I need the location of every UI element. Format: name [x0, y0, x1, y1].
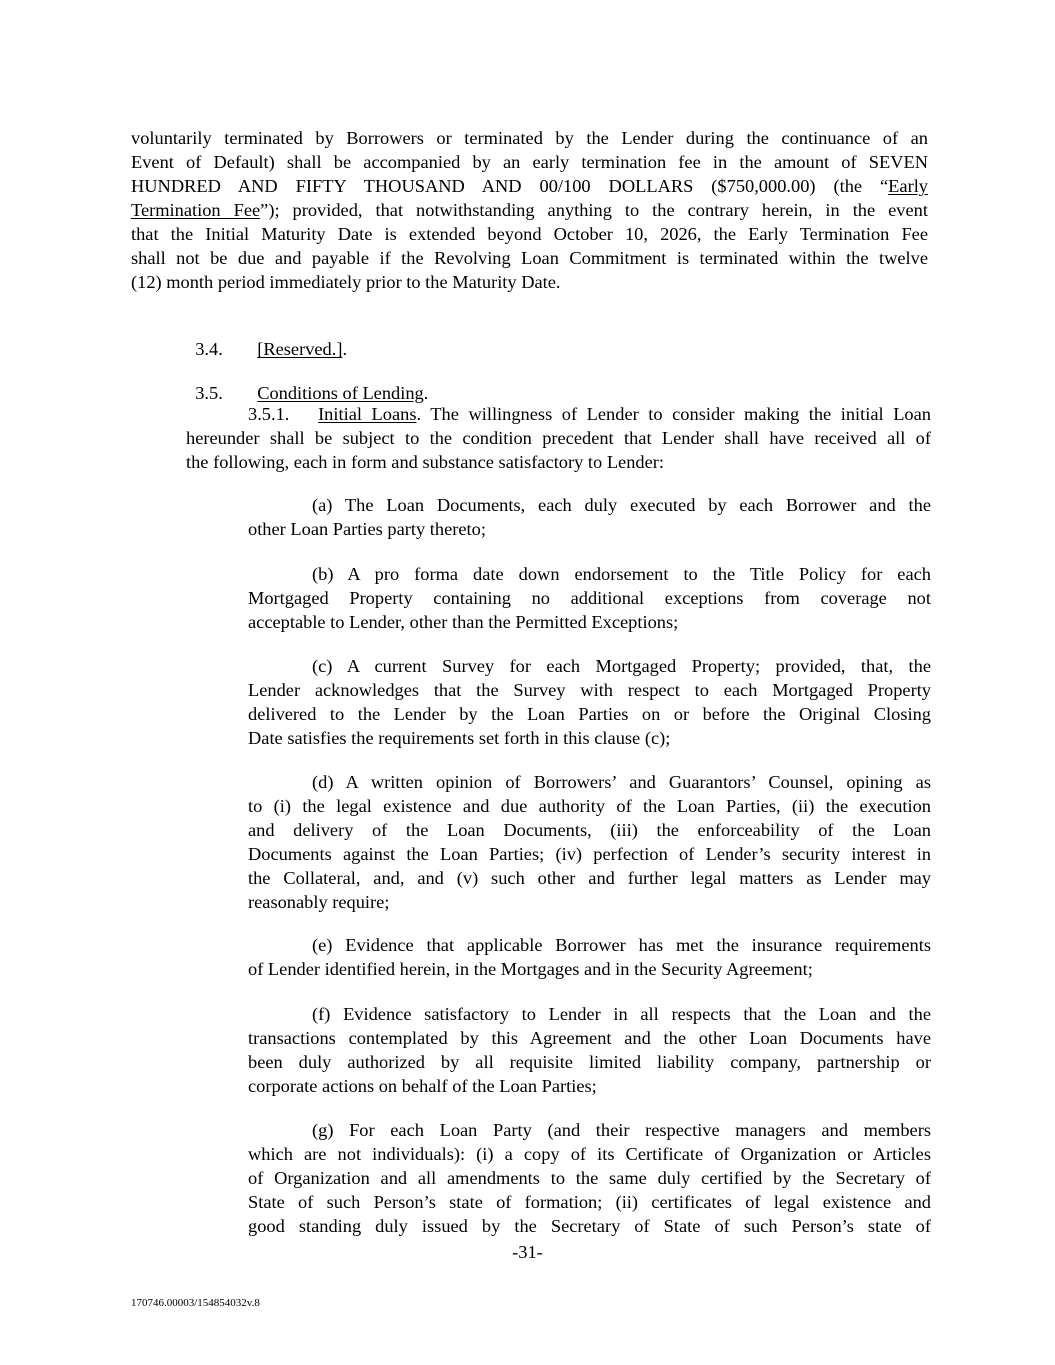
- text-line: hereunder shall be subject to the condition precedent that Lender shall have received all of: [186, 428, 931, 448]
- section-title: Initial Loans: [318, 404, 417, 424]
- text-line: Documents against the Loan Parties; (iv) perfection of Lender’s security interest in: [248, 844, 931, 864]
- text-line: (12) month period immediately prior to the Maturity Date.: [131, 272, 561, 292]
- text-line: delivered to the Lender by the Loan Parties on or before the Original Closing: [248, 704, 931, 724]
- section-title: Conditions of Lending: [257, 383, 424, 403]
- text-line: voluntarily terminated by Borrowers or terminated by the Lender during the continuance of an: [131, 128, 928, 148]
- section-trailing: .: [342, 339, 348, 359]
- item-g: [248, 1118, 931, 1238]
- text-line: (a) The Loan Documents, each duly executed by each Borrower and the: [312, 495, 931, 515]
- section-number: 3.5.1.: [248, 404, 290, 424]
- text-line: Mortgaged Property containing no additional exceptions from coverage not: [248, 588, 931, 608]
- section-3-5-1: [186, 402, 931, 474]
- text-run: HUNDRED AND FIFTY THOUSAND AND 00/100 DOLLARS ($750,000.00) (the “: [131, 176, 889, 196]
- opening-paragraph: [131, 126, 928, 294]
- text-line: acceptable to Lender, other than the Permitted Exceptions;: [248, 612, 679, 632]
- section-3-4-heading: [186, 313, 347, 361]
- text-line: of Organization and all amendments to the same duly certified by the Secretary of: [248, 1168, 931, 1188]
- text-line: (b) A pro forma date down endorsement to the Title Policy for each: [312, 564, 931, 584]
- item-b: [248, 562, 931, 634]
- text-line: the following, each in form and substance satisfactory to Lender:: [186, 452, 665, 472]
- text-line: (f) Evidence satisfactory to Lender in all respects that the Loan and the: [312, 1004, 931, 1024]
- defined-term-early: Early: [888, 176, 928, 196]
- text-line: other Loan Parties party thereto;: [248, 519, 486, 539]
- page-number: -31-: [512, 1242, 543, 1262]
- section-number: 3.5.: [195, 383, 223, 403]
- text-line: that the Initial Maturity Date is extended beyond October 10, 2026, the Early Termination Fee: [131, 224, 928, 244]
- text-line: (e) Evidence that applicable Borrower has met the insurance requirements: [312, 935, 931, 955]
- text-line: the Collateral, and, and (v) such other and further legal matters as Lender may: [248, 868, 931, 888]
- text-line: Date satisfies the requirements set forth in this clause (c);: [248, 728, 671, 748]
- text-line: to (i) the legal existence and due authority of the Loan Parties, (ii) the execution: [248, 796, 931, 816]
- document-id: 170746.00003/154854032v.8: [131, 1297, 260, 1309]
- section-3-5-heading: [186, 357, 428, 405]
- item-e: [248, 933, 931, 981]
- section-number: 3.4.: [195, 339, 223, 359]
- defined-term-termination-fee: Termination Fee: [131, 200, 261, 220]
- section-trailing: .: [423, 383, 429, 403]
- text-run: . The willingness of Lender to consider making the initial Loan: [416, 404, 931, 424]
- text-line: transactions contemplated by this Agreement and the other Loan Documents have: [248, 1028, 931, 1048]
- text-line: (c) A current Survey for each Mortgaged Property; provided, that, the: [312, 656, 931, 676]
- item-a: [248, 493, 931, 541]
- item-f: [248, 1002, 931, 1098]
- text-line: Lender acknowledges that the Survey with respect to each Mortgaged Property: [248, 680, 931, 700]
- item-d: [248, 770, 931, 914]
- text-line: State of such Person’s state of formation; (ii) certificates of legal existence and: [248, 1192, 931, 1212]
- text-line: (d) A written opinion of Borrowers’ and Guarantors’ Counsel, opining as: [312, 772, 931, 792]
- text-line: reasonably require;: [248, 892, 390, 912]
- text-line: (g) For each Loan Party (and their respective managers and members: [312, 1120, 931, 1140]
- text-line: good standing duly issued by the Secretary of State of such Person’s state of: [248, 1216, 931, 1236]
- text-line: [131, 198, 928, 222]
- text-line: shall not be due and payable if the Revolving Loan Commitment is terminated within the twelve: [131, 248, 928, 268]
- text-line: and delivery of the Loan Documents, (iii) the enforceability of the Loan: [248, 820, 931, 840]
- text-run: ”); provided, that notwithstanding anything to the contrary herein, in the event: [260, 200, 928, 220]
- section-title: [Reserved.]: [257, 339, 343, 359]
- text-line: [131, 174, 928, 198]
- text-line: [186, 402, 931, 426]
- item-c: [248, 654, 931, 750]
- text-line: corporate actions on behalf of the Loan Parties;: [248, 1076, 597, 1096]
- text-line: Event of Default) shall be accompanied by an early termination fee in the amount of SEVEN: [131, 152, 928, 172]
- text-line: of Lender identified herein, in the Mortgages and in the Security Agreement;: [248, 959, 813, 979]
- text-line: which are not individuals): (i) a copy of its Certificate of Organization or Articles: [248, 1144, 931, 1164]
- text-line: been duly authorized by all requisite limited liability company, partnership or: [248, 1052, 931, 1072]
